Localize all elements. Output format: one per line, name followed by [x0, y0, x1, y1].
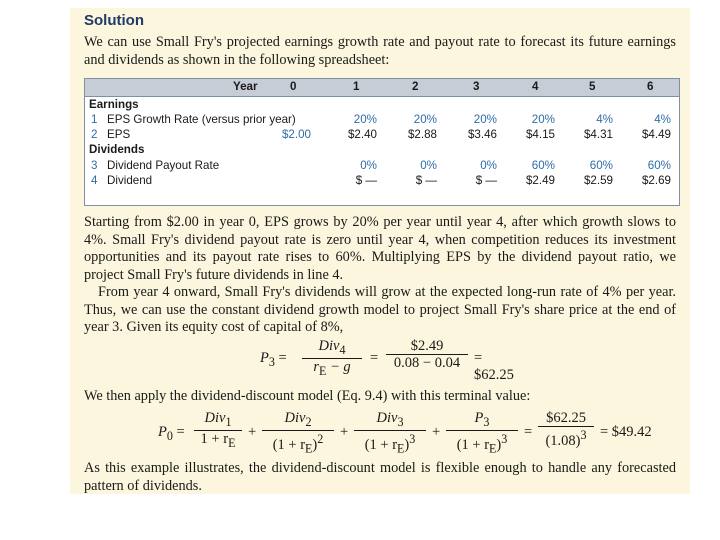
equation-result: = $62.25	[474, 350, 514, 383]
plus-sign: +	[432, 424, 441, 440]
cell-value: 4%	[596, 113, 613, 126]
year-4: 4	[532, 80, 539, 93]
cell-value: 20%	[353, 113, 377, 126]
equation-lhs: $P_3$ =	[260, 350, 287, 369]
year-header: Year	[233, 80, 258, 93]
cell-value: 20%	[531, 113, 555, 126]
term-fraction: $\frac{P_3}{(1 + r_E)^3}$	[446, 410, 518, 458]
body-paragraph: As this example illustrates, the dividend-discount model is flexible enough to handle any forecasted pattern of dividends.	[84, 460, 676, 494]
cell-value: $2.69	[641, 174, 671, 187]
numeric-fraction: $\frac{\$62.25}{(1.08)^3}$	[538, 410, 594, 450]
year-6: 6	[647, 80, 654, 93]
cell-value: 60%	[647, 159, 671, 172]
term-fraction: Div$_2$ $(1 + r_E)^2$	[262, 410, 334, 458]
cell-value: $ —	[415, 174, 437, 187]
equals-sign: =	[370, 350, 379, 366]
row-label: EPS	[107, 128, 131, 141]
dividend-discount-equation	[158, 410, 678, 456]
cell-value: $ —	[355, 174, 377, 187]
year-5: 5	[589, 80, 596, 93]
spreadsheet-table	[84, 78, 680, 206]
row-label: Dividend Payout Rate	[107, 159, 220, 172]
cell-value: $4.15	[525, 128, 555, 141]
cell-value: $2.00	[281, 128, 311, 141]
term-fraction: Div$_3$ $(1 + r_E)^3$	[354, 410, 426, 458]
body-paragraph: We then apply the dividend-discount model (Eq. 9.4) with this terminal value:	[84, 388, 531, 404]
cell-value: $4.31	[583, 128, 613, 141]
cell-value: 0%	[480, 159, 497, 172]
solution-panel	[70, 8, 690, 494]
table-header-row	[85, 79, 679, 97]
year-1: 1	[353, 80, 360, 93]
intro-paragraph: We can use Small Fry's projected earnings growth rate and payout rate to forecast its future earnings and dividends as shown in the following spreadsheet:	[84, 34, 676, 68]
term-fraction: Div$_1$ $1 + r_E$	[194, 410, 242, 452]
cell-value: $4.49	[641, 128, 671, 141]
row-number: 2	[91, 128, 98, 141]
row-number: 4	[91, 174, 98, 187]
cell-value: 0%	[420, 159, 437, 172]
cell-value: 60%	[589, 159, 613, 172]
earnings-section-label: Earnings	[89, 98, 139, 111]
year-0: 0	[290, 80, 297, 93]
cell-value: $2.49	[525, 174, 555, 187]
cell-value: 20%	[413, 113, 437, 126]
solution-heading: Solution	[84, 12, 144, 29]
cell-value: 4%	[654, 113, 671, 126]
cell-value: $2.40	[347, 128, 377, 141]
year-2: 2	[412, 80, 419, 93]
share-price-equation	[260, 338, 520, 383]
cell-value: $2.59	[583, 174, 613, 187]
dividends-section-label: Dividends	[89, 143, 145, 156]
body-paragraph: Starting from $2.00 in year 0, EPS grows by 20% per year until year 4, after which growth slows to 4%. Small Fry's dividend payout rate is zero until year 4, when competition reduces its investment opportunities and its payout rate rises to 60%. Multiplying EPS by the dividend payout ratio, we project Small Fry's future dividends in line 4.	[84, 214, 676, 283]
equals-sign: =	[524, 424, 533, 440]
plus-sign: +	[340, 424, 349, 440]
cell-value: 0%	[360, 159, 377, 172]
row-label: EPS Growth Rate (versus prior year)	[107, 113, 296, 126]
year-3: 3	[473, 80, 480, 93]
cell-value: $2.88	[407, 128, 437, 141]
cell-value: $ —	[475, 174, 497, 187]
equation-result: = $49.42	[600, 424, 652, 440]
plus-sign: +	[248, 424, 257, 440]
cell-value: $3.46	[467, 128, 497, 141]
numeric-fraction: $\frac{\$2.49}{0.08 - 0.04}$	[386, 338, 468, 372]
growth-model-fraction: Div$_4$ $r_E - g$	[302, 338, 362, 380]
row-number: 1	[91, 113, 98, 126]
row-number: 3	[91, 159, 98, 172]
row-label: Dividend	[107, 174, 153, 187]
cell-value: 60%	[531, 159, 555, 172]
equation-lhs: $P_0$ =	[158, 424, 185, 443]
body-paragraph: From year 4 onward, Small Fry's dividends will grow at the expected long-run rate of 4% per year. Thus, we can use the constant dividend growth model to project Small Fry's share price at the end of year 3. Given its equity cost of capital of 8%,	[84, 284, 676, 335]
cell-value: 20%	[473, 113, 497, 126]
